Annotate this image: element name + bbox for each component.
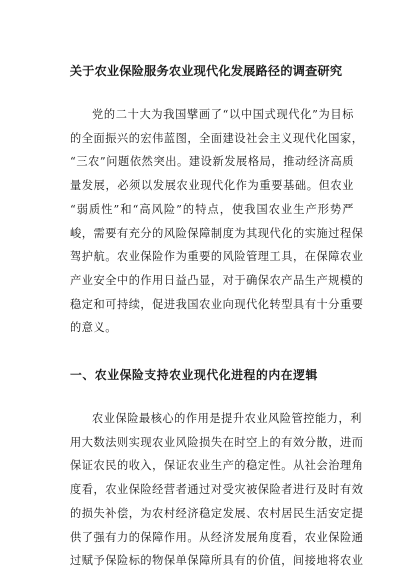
- text-line: 产业安全中的作用日益凸显，对于确保农产品生产规模的: [70, 273, 364, 287]
- section-heading: 一、农业保险支持农业现代化进程的内在逻辑: [70, 368, 318, 383]
- text-line: 过赋予保险标的物保单保障所具有的价值，间接地将农业: [70, 554, 364, 568]
- text-line: 党的二十大为我国擘画了“以中国式现代化”为目标: [92, 108, 354, 121]
- text-line: 的意义。: [70, 321, 117, 335]
- text-line: 量发展，必须以发展农业现代化作为重要基础。但农业: [70, 179, 354, 193]
- text-line: 峻，需要有充分的风险保障制度为其现代化的实施过程保: [70, 226, 364, 240]
- text-line: “三农”问题依然突出。建设新发展格局，推动经济高质: [70, 155, 354, 169]
- section1-paragraph: [70, 407, 364, 573]
- text-line: “弱质性”和“高风险”的特点，使我国农业生产形势严: [70, 202, 354, 216]
- document-title: 关于农业保险服务农业现代化发展路径的调查研究: [69, 64, 343, 78]
- text-line: 农业保险最核心的作用是提升农业风险管控能力，利: [92, 412, 362, 426]
- text-line: 度看，农业保险经营者通过对受灾被保险者进行及时有效: [70, 483, 364, 497]
- intro-paragraph: [70, 103, 364, 340]
- text-line: 保证农民的收入，保证农业生产的稳定性。从社会治理角: [70, 459, 364, 473]
- text-line: 稳定和可持续，促进我国农业向现代化转型具有十分重要: [70, 297, 364, 311]
- text-line: 的损失补偿，为农村经济稳定发展、农村居民生活安定提: [70, 506, 364, 520]
- text-line: 供了强有力的保障作用。从经济发展角度看，农业保险通: [70, 530, 364, 544]
- text-line: 的全面振兴的宏伟蓝图，全面建设社会主义现代化国家，: [70, 131, 364, 145]
- text-line: 用大数法则实现农业风险损失在时空上的有效分散，进而: [70, 435, 364, 449]
- text-line: 驾护航。农业保险作为重要的风险管理工具，在保障农业: [70, 250, 364, 264]
